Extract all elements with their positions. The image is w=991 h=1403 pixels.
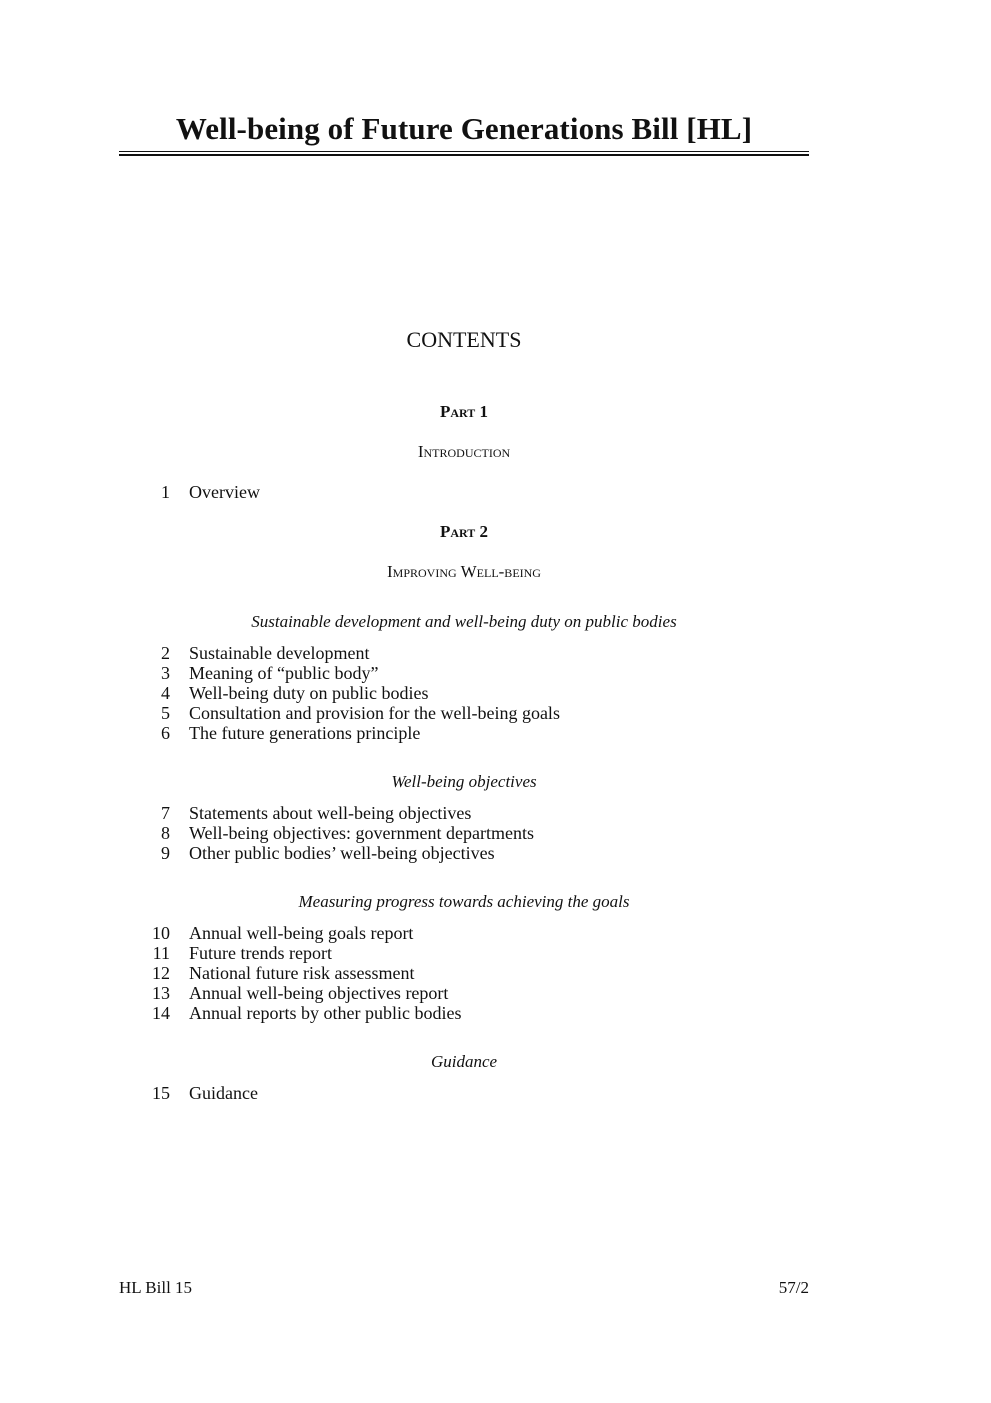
part-1-entries [140,482,740,502]
toc-entry-12[interactable] [140,963,740,983]
toc-entry-1[interactable] [140,482,740,502]
footer-print-reference: 57/2 [778,1278,809,1297]
part-1-title: Introduction [417,442,511,461]
crossheading-measuring-progress: Measuring progress towards achieving the goals [298,892,630,911]
entry-label: Consultation and provision for the well-being goals [189,703,560,723]
entry-number: 13 [152,983,170,1003]
entry-number: 15 [152,1083,170,1103]
entry-label: Guidance [189,1083,258,1103]
entry-number: 9 [161,843,170,863]
footer-bill-reference: HL Bill 15 [119,1278,193,1297]
entry-label: Sustainable development [189,643,370,663]
entry-label: Meaning of “public body” [189,663,379,683]
section-sustainable-development-entries [140,643,740,743]
entry-label: The future generations principle [189,723,421,743]
entry-label: Future trends report [189,943,332,963]
title-rule-thick [119,154,809,156]
entry-label: National future risk assessment [189,963,415,983]
toc-entry-4[interactable] [140,683,740,703]
section-guidance-entries [140,1083,740,1103]
crossheading-well-being-objectives: Well-being objectives [391,772,537,791]
toc-entry-7[interactable] [140,803,740,823]
toc-entry-6[interactable] [140,723,740,743]
entry-label: Well-being duty on public bodies [189,683,429,703]
toc-entry-9[interactable] [140,843,740,863]
entry-label: Other public bodies’ well-being objectives [189,843,495,863]
crossheading-guidance: Guidance [430,1052,498,1071]
part-2-title: Improving Well-being [387,562,541,581]
entry-label: Overview [189,482,260,502]
entry-number: 5 [161,703,170,723]
entry-number: 10 [152,923,170,943]
toc-entry-11[interactable] [140,943,740,963]
entry-number: 2 [161,643,170,663]
entry-number: 3 [161,663,170,683]
part-1-label: Part 1 [439,402,489,421]
entry-label: Statements about well-being objectives [189,803,472,823]
toc-entry-14[interactable] [140,1003,740,1023]
toc-entry-3[interactable] [140,663,740,683]
toc-entry-8[interactable] [140,823,740,843]
entry-number: 1 [161,482,170,502]
toc-entry-2[interactable] [140,643,740,663]
toc-entry-5[interactable] [140,703,740,723]
entry-number: 14 [152,1003,170,1023]
entry-number: 8 [161,823,170,843]
section-well-being-objectives-entries [140,803,740,863]
toc-entry-10[interactable] [140,923,740,943]
entry-label: Annual reports by other public bodies [189,1003,462,1023]
bill-title: Well-being of Future Generations Bill [HL] [175,111,753,146]
part-2-label: Part 2 [439,522,489,541]
entry-number: 4 [161,683,170,703]
entry-number: 12 [152,963,170,983]
entry-number: 7 [161,803,170,823]
entry-number: 11 [152,943,170,963]
crossheading-sustainable-development: Sustainable development and well-being duty on public bodies [251,612,677,631]
section-measuring-progress-entries [140,923,740,1023]
entry-label: Annual well-being goals report [189,923,414,943]
entry-label: Well-being objectives: government departments [189,823,534,843]
toc-entry-13[interactable] [140,983,740,1003]
toc-entry-15[interactable] [140,1083,740,1103]
title-rule-thin [119,151,809,152]
entry-label: Annual well-being objectives report [189,983,449,1003]
entry-number: 6 [161,723,170,743]
contents-heading: CONTENTS [406,327,522,352]
